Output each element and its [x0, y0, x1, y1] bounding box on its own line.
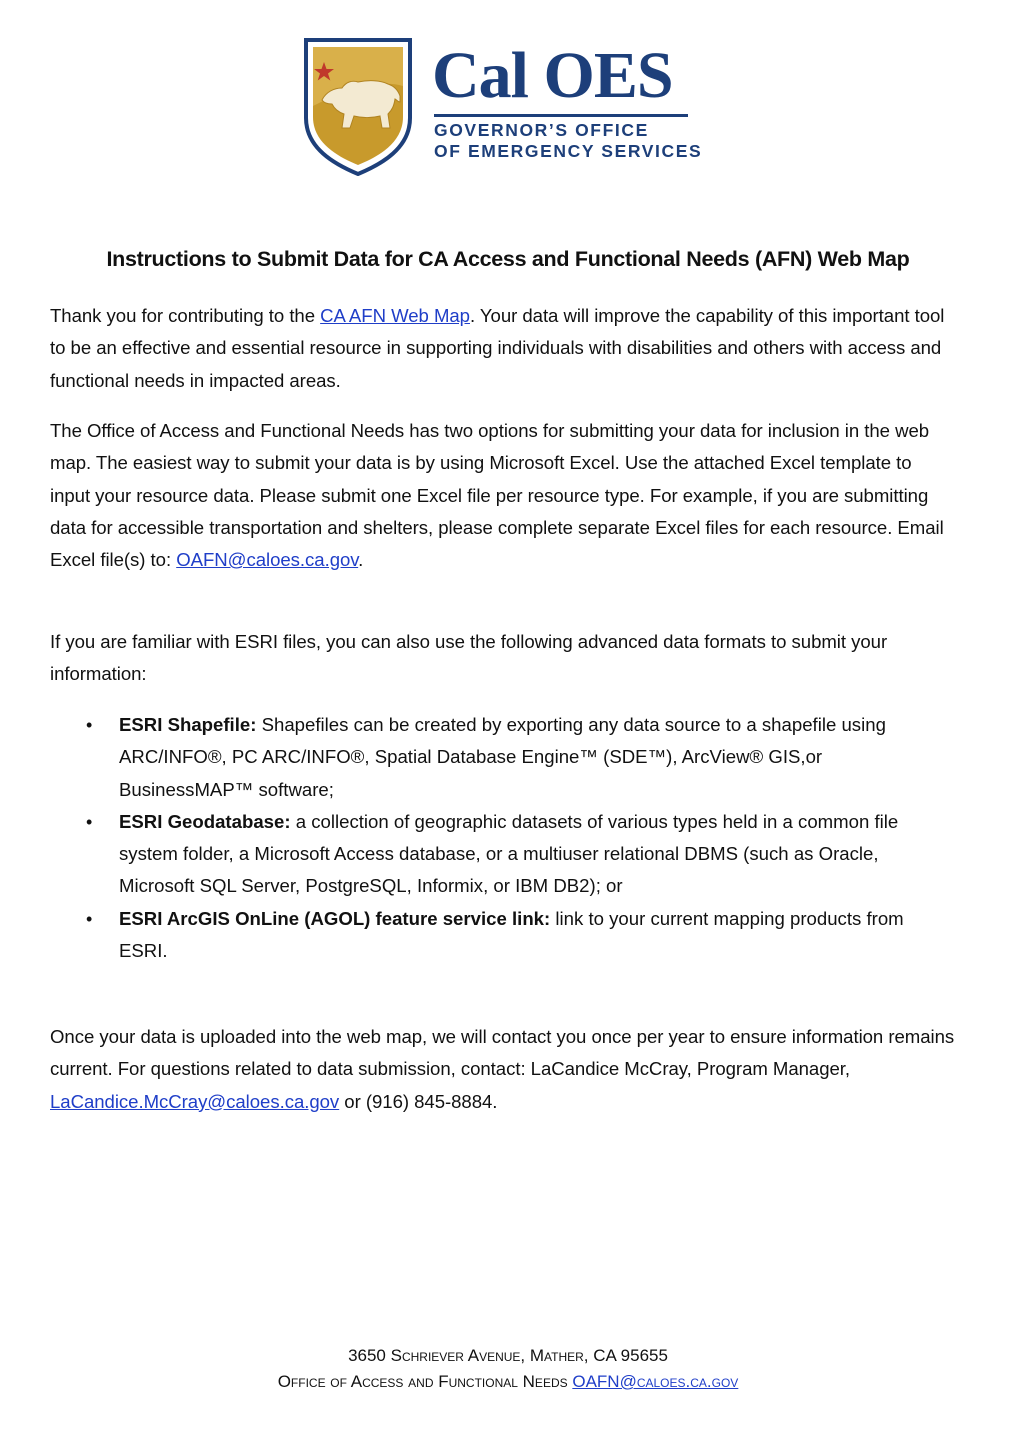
list-item-label: ESRI Shapefile:: [119, 714, 257, 735]
afn-web-map-link[interactable]: CA AFN Web Map: [320, 305, 470, 326]
list-item-label: ESRI ArcGIS OnLine (AGOL) feature service link:: [119, 907, 551, 929]
esri-format-list: [86, 709, 956, 967]
list-item-agol: [86, 903, 956, 968]
list-item-geodatabase: [86, 806, 956, 903]
logo-title: Cal OES: [432, 39, 673, 112]
list-item-text: a collection of geographic datasets of various types held in a common file system folder, a Microsoft Access database, or a multiuser relational DBMS (such as Oracle, Microsoft SQL Server, PostgreSQL, Informix, or IBM DB2); or: [119, 810, 899, 897]
options-text-end: .: [358, 549, 364, 571]
cal-oes-shield-icon: [302, 36, 414, 176]
contact-email-link[interactable]: LaCandice.McCray@caloes.ca.gov: [50, 1090, 340, 1112]
options-text: The Office of Access and Functional Needs has two options for submitting your data for inclusion in the web map. The easiest way to submit your data is by using Microsoft Excel. Use the attached Excel template to input your resource data. Please submit one Excel file per resource type. For example, if you are submitting data for accessible transportation and shelters, please complete separate Excel files for each resource. Email Excel file(s) to:: [50, 420, 944, 571]
closing-text-end: or (916) 845-8884.: [339, 1090, 498, 1112]
logo-subtitle-line2: OF EMERGENCY SERVICES: [434, 141, 703, 161]
options-paragraph: [50, 415, 955, 576]
intro-text-end: . Your data will improve the capability of this important tool to be an effective and essential resource in supporting individuals with disabilities and others with access and functional needs in impacted areas.: [50, 305, 945, 391]
footer: [0, 1343, 1016, 1395]
intro-text-start: Thank you for contributing to the: [50, 305, 321, 326]
footer-address: 3650 Schriever Avenue, Mather, CA 95655: [348, 1346, 668, 1365]
bullet-icon: •: [86, 715, 93, 735]
page-title: Instructions to Submit Data for CA Access and Functional Needs (AFN) Web Map: [106, 247, 910, 271]
closing-text: Once your data is uploaded into the web map, we will contact you once per year to ensure information remains current. For questions related to data submission, contact: LaCandice McCray, Program Manager,: [50, 1026, 955, 1080]
bullet-icon: •: [86, 811, 93, 832]
logo-divider: [434, 114, 688, 117]
logo-subtitle: [434, 120, 702, 162]
cal-oes-logo: [302, 36, 702, 176]
list-item-shapefile: [86, 709, 956, 806]
list-item-label: ESRI Geodatabase:: [119, 810, 291, 832]
oafn-email-link[interactable]: OAFN@caloes.ca.gov: [176, 549, 359, 571]
esri-intro-paragraph: [50, 626, 955, 691]
footer-email-link[interactable]: OAFN@caloes.ca.gov: [572, 1372, 739, 1391]
esri-intro-text: If you are familiar with ESRI files, you can also use the following advanced data formats to submit your information:: [50, 631, 888, 685]
intro-paragraph: [50, 300, 955, 397]
closing-paragraph: [50, 1021, 955, 1118]
bullet-icon: •: [86, 908, 93, 929]
list-item-text: Shapefiles can be created by exporting any data source to a shapefile using ARC/INFO®, PC ARC/INFO®, Spatial Database Engine™ (SDE™), ArcView® GIS,or BusinessMAP™ software;: [119, 714, 886, 800]
list-item-text: link to your current mapping products from ESRI.: [119, 907, 904, 962]
logo-subtitle-line1: GOVERNOR’S OFFICE: [434, 120, 649, 140]
footer-office: Office of Access and Functional Needs: [277, 1372, 573, 1391]
